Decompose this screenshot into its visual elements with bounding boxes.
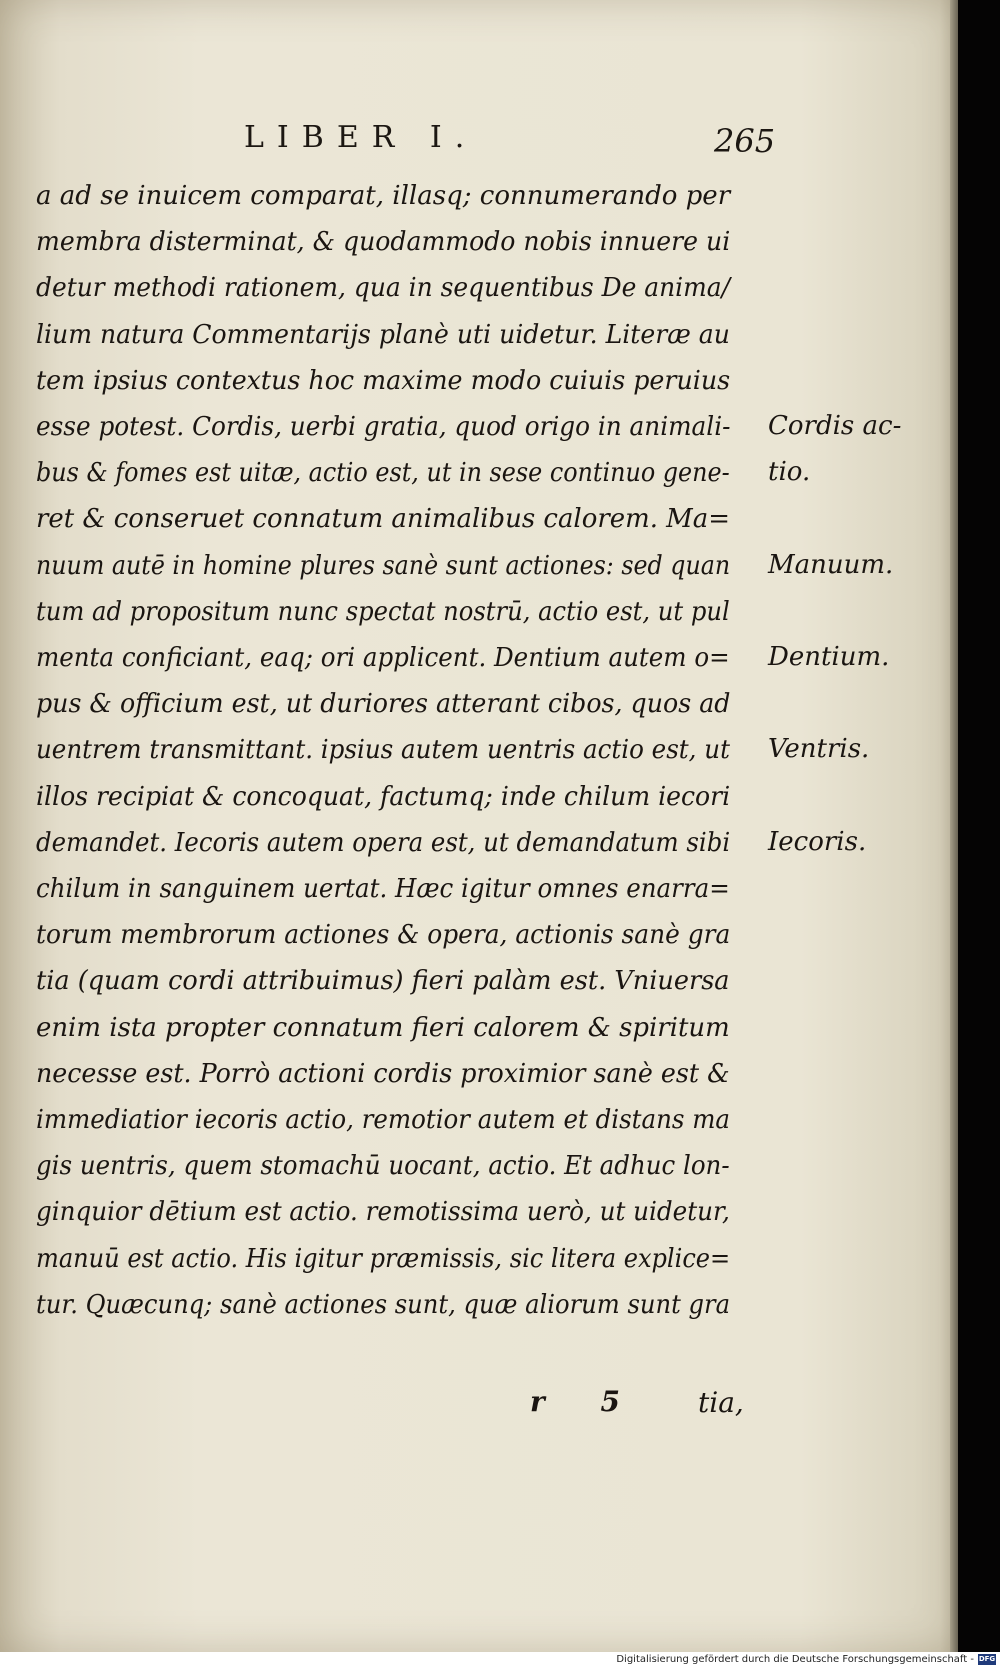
- text-line: menta conficiant, eaq; ori applicent. Dentium autem o=: [36, 642, 730, 673]
- text-line: torum membrorum actiones & opera, actionis sanè gra: [36, 919, 731, 951]
- text-line: membra disterminat, & quodammodo nobis innuere ui: [36, 226, 731, 258]
- text-line: necesse est. Porrò actioni cordis proximior sanè est &: [36, 1057, 730, 1089]
- catchword: tia,: [698, 1386, 744, 1419]
- margin-note: tio.: [768, 457, 811, 488]
- text-line: immediatior iecoris actio, remotior autem et distans ma: [36, 1104, 731, 1135]
- text-line: tia (quam cordi attribuimus) fieri palàm est. Vniuersa: [36, 965, 730, 997]
- page-edge: [950, 0, 958, 1652]
- dfg-logo-icon: DFG: [978, 1655, 996, 1663]
- text-line: gis uentris, quem stomachū uocant, actio. Et adhuc lon-: [36, 1150, 730, 1182]
- text-line: nuum autē in homine plures sanè sunt actiones: sed quan: [36, 549, 731, 581]
- margin-note: Manuum.: [768, 549, 894, 580]
- text-line: manuū est actio. His igitur præmissis, sic litera explice=: [36, 1242, 731, 1274]
- digitization-credit: Digitalisierung gefördert durch die Deutsche Forschungsgemeinschaft -: [616, 1654, 974, 1665]
- text-line: enim ista propter connatum fieri calorem & spiritum: [36, 1011, 730, 1043]
- text-line: pus & officium est, ut duriores atterant cibos, quos ad: [36, 688, 731, 720]
- text-line: esse potest. Cordis, uerbi gratia, quod origo in animali-: [36, 411, 731, 442]
- text-line: lium natura Commentarijs planè uti uidetur. Literæ au: [36, 318, 730, 350]
- text-line: a ad se inuicem comparat, illasq; connumerando per: [36, 180, 731, 211]
- text-line: ret & conseruet connatum animalibus calorem. Ma=: [36, 503, 730, 535]
- margin-note: Ventris.: [768, 734, 870, 765]
- running-head: LIBER I.: [244, 120, 478, 155]
- text-line: tur. Quæcunq; sanè actiones sunt, quæ aliorum sunt gra: [36, 1288, 731, 1320]
- text-line: illos recipiat & concoquat, factumq; inde chilum iecori: [36, 780, 731, 812]
- margin-note: Cordis ac-: [768, 411, 902, 441]
- folio-number: 265: [714, 122, 776, 160]
- text-line: demandet. Iecoris autem opera est, ut demandatum sibi: [36, 826, 731, 858]
- text-line: ginquior dētium est actio. remotissima uerò, ut uidetur,: [36, 1196, 730, 1228]
- signature-mark: r 5: [530, 1385, 624, 1418]
- margin-note: Iecoris.: [768, 826, 867, 857]
- text-line: tem ipsius contextus hoc maxime modo cuiuis peruius: [36, 364, 731, 396]
- text-line: uentrem transmittant. ipsius autem uentris actio est, ut: [36, 734, 730, 766]
- margin-note: Dentium.: [768, 642, 890, 672]
- text-line: chilum in sanguinem uertat. Hæc igitur omnes enarra=: [36, 873, 730, 904]
- text-line: bus & fomes est uitæ, actio est, ut in sese continuo gene-: [36, 457, 730, 489]
- page-header: [0, 120, 958, 160]
- text-line: detur methodi rationem, qua in sequentibus De anima/: [36, 272, 731, 304]
- text-line: tum ad propositum nunc spectat nostrū, actio est, ut pul: [36, 595, 730, 627]
